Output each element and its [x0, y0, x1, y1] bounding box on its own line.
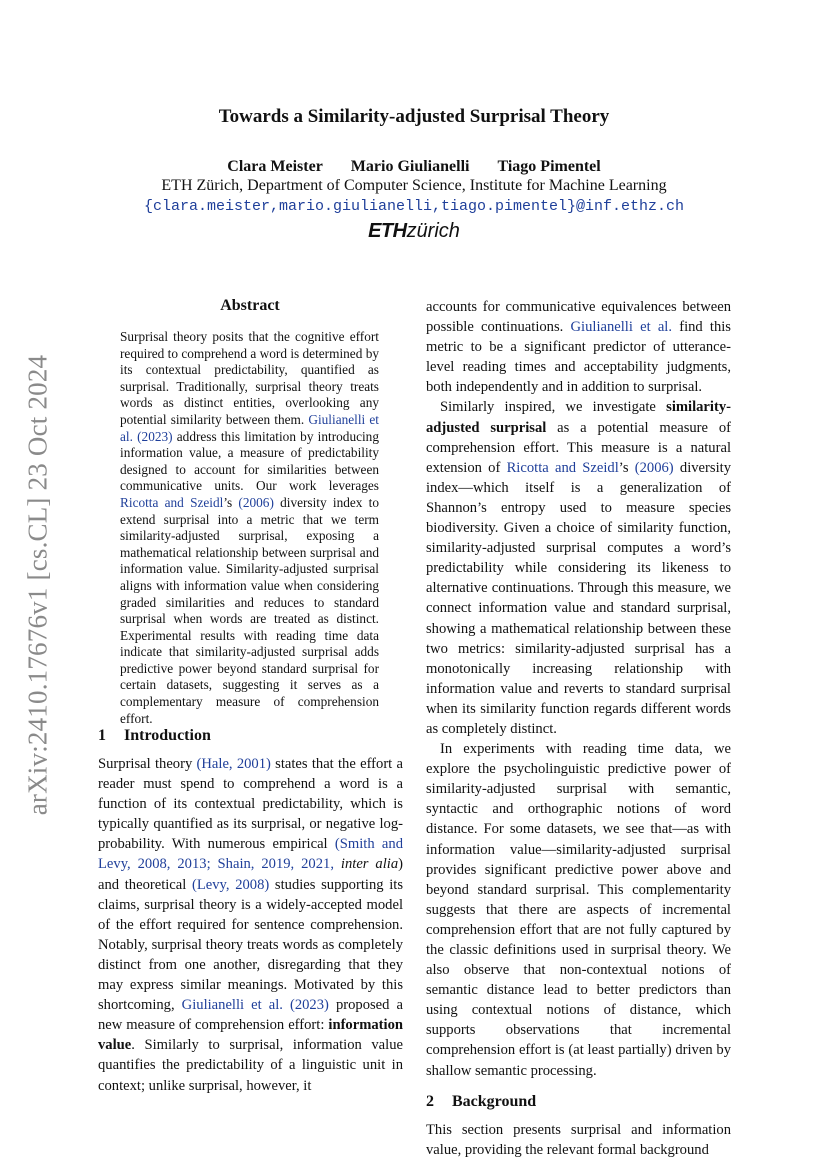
citation-link[interactable]: Ricotta and Szeidl: [120, 494, 224, 510]
abstract-body: Surprisal theory posits that the cognitive effort required to comprehend a word is determined by its contextual predictability, quantified as surprisal. Traditionally, surprisal theory treats words as distinct entities, overlooking any potential similarity between them. Giulianelli et al. (2023) address this limitation by introducing information value, a measure of predictability designed to account for similarities between communicative units. Our work leverages Ricotta and Szeidl’s (2006) diversity index to extend surprisal into a metric that we term similarity-adjusted surprisal, exposing a mathematical relationship between surprisal and information value. Similarity-adjusted surprisal aligns with information value when considering graded similarities and reduces to standard surprisal when words are treated as distinct. Experimental results with reading time data indicate that similarity-adjusted surprisal adds predictive power beyond standard surprisal for certain datasets, suggesting it serves as a complementary measure of comprehension effort.: [120, 329, 379, 726]
citation-link[interactable]: Giulianelli et al. (2023): [181, 997, 329, 1014]
left-column: [98, 727, 403, 1096]
citation-link[interactable]: (2006): [238, 494, 274, 510]
author-list: [100, 158, 728, 176]
author-name: Mario Giulianelli: [350, 158, 470, 175]
citation-link[interactable]: (2006): [634, 459, 674, 476]
author-name: Clara Meister: [227, 158, 323, 175]
intro-paragraph-continued: accounts for communicative equivalences between possible continuations. Giulianelli et al. find this metric to be a significant predictor of utterance-level reading times and acceptability judgments, both independently and in addition to surprisal.: [426, 299, 731, 396]
abstract-heading: Abstract: [220, 297, 280, 314]
paper-title: Towards a Similarity-adjusted Surprisal Theory: [218, 106, 610, 127]
affiliation: ETH Zürich, Department of Computer Science, Institute for Machine Learning: [161, 177, 667, 194]
section-heading-background: 2 Background: [426, 1092, 537, 1110]
section-heading-introduction: 1 Introduction: [98, 727, 211, 744]
intro-paragraph: Surprisal theory (Hale, 2001) states that the effort a reader must spend to comprehend a word is a function of its contextual predictability, which is typically quantified as its surprisal, or negative log-probability. With numerous empirical (Smith and Levy, 2008, 2013; Shain, 2019, 2021, inter alia) and theoretical (Levy, 2008) studies supporting its claims, surprisal theory is a widely-accepted model of the effort required for sentence comprehension. Notably, surprisal theory treats words as completely distinct from one another, disregarding that they may express similar meanings. Motivated by this shortcoming, Giulianelli et al. (2023) proposed a new measure of comprehension effort: information value. Similarly to surprisal, information value quantifies the predictability of a linguistic unit in context; unlike surprisal, however, it: [98, 756, 403, 1094]
author-emails[interactable]: {clara.meister,mario.giulianelli,tiago.pimentel}@inf.ethz.ch: [143, 198, 685, 215]
citation-link[interactable]: (Hale, 2001): [196, 756, 271, 772]
intro-paragraph: In experiments with reading time data, we explore the psycholinguistic predictive power of similarity-adjusted surprisal with semantic, syntactic and orthographic notions of word distance. For some datasets, we see that—as with information value—similarity-adjusted surprisal provides significant predictive power above and beyond standard surprisal. This complementarity suggests that there are aspects of incremental comprehension effort that are not fully captured by the classic definitions used in surprisal theory. We also observe that non-contextual notions of semantic distance lead to better predictors than using contextual notions of distance, which supports observations that incremental comprehension effort is (at least partially) driven by shallow semantic processing.: [426, 741, 731, 1079]
background-paragraph: This section presents surprisal and information value, providing the relevant formal background: [426, 1121, 731, 1158]
right-column: [426, 297, 731, 1160]
citation-link[interactable]: Giulianelli et al.: [570, 319, 673, 336]
citation-link[interactable]: (Levy, 2008): [191, 876, 270, 893]
citation-link[interactable]: Ricotta and Szeidl: [506, 459, 619, 476]
arxiv-identifier-text: arXiv:2410.17676v1 [cs.CL] 23 Oct 2024: [22, 354, 53, 816]
eth-zurich-logo: ETHzürich: [368, 220, 460, 242]
intro-paragraph: Similarly inspired, we investigate similarity-adjusted surprisal as a potential measure of comprehension effort. This measure is a natural extension of Ricotta and Szeidl’s (2006) diversity index—which itself is a generalization of Shannon’s entropy used to measure species biodiversity. Given a choice of similarity function, similarity-adjusted surprisal computes a word’s predictability while considering its likeness to alternative continuations. Through this measure, we connect information value and standard surprisal, showing a mathematical relationship between these two metrics: similarity-adjusted surprisal has a monotonically increasing relationship with information value and reverts to standard surprisal when its similarity function regards different words as completely distinct.: [426, 399, 732, 737]
citation-link[interactable]: Giulianelli et al. (2023): [120, 411, 379, 444]
author-name: Tiago Pimentel: [497, 158, 601, 175]
citation-link[interactable]: (Smith and Levy, 2008, 2013; Shain, 2019, 2021,: [98, 836, 403, 873]
